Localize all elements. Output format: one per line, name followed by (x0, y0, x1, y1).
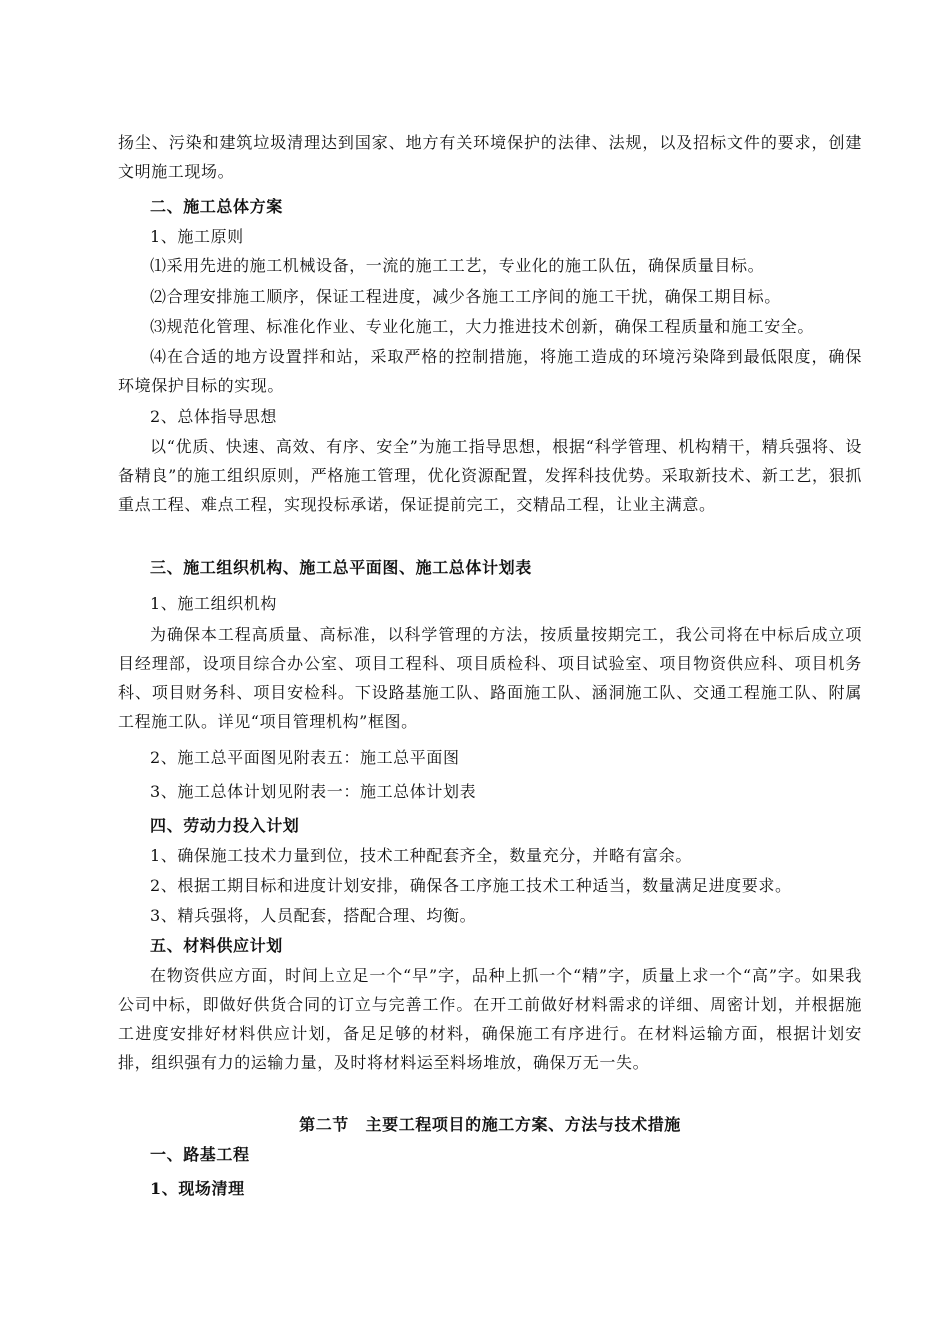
section-title: 第二节 主要工程项目的施工方案、方法与技术措施 (299, 1115, 681, 1134)
labor-item-2: 2、根据工期目标和进度计划安排，确保各工序施工技术工种适当，数量满足进度要求。 (150, 876, 792, 895)
heading-roadbed: 一、路基工程 (150, 1145, 250, 1164)
subheading-site-clearing: 1、现场清理 (150, 1179, 245, 1198)
principle-item-2: ⑵合理安排施工顺序，保证工程进度，减少各施工工序间的施工干扰，确保工期目标。 (150, 287, 781, 306)
heading-labor: 四、劳动力投入计划 (150, 816, 300, 835)
heading-construction-plan: 二、施工总体方案 (150, 197, 283, 216)
principle-item-4: ⑷在合适的地方设置拌和站，采取严格的控制措施，将施工造成的环境污染降到最低限度，确保环境保护目标的实现。 (118, 347, 862, 395)
principle-item-3: ⑶规范化管理、标准化作业、专业化施工，大力推进技术创新，确保工程质量和施工安全。 (150, 317, 815, 336)
labor-item-1: 1、确保施工技术力量到位，技术工种配套齐全，数量充分，并略有富余。 (150, 846, 692, 865)
line-schedule: 3、施工总体计划见附表一：施工总体计划表 (150, 782, 477, 801)
paragraph-environment: 扬尘、污染和建筑垃圾清理达到国家、地方有关环境保护的法律、法规，以及招标文件的要求，创建文明施工现场。 (118, 133, 862, 181)
heading-organization: 三、施工组织机构、施工总平面图、施工总体计划表 (150, 558, 532, 577)
subheading-guiding-idea: 2、总体指导思想 (150, 407, 277, 426)
labor-item-3: 3、精兵强将，人员配套，搭配合理、均衡。 (150, 906, 477, 925)
subheading-principles: 1、施工原则 (150, 227, 244, 246)
paragraph-organization: 为确保本工程高质量、高标准，以科学管理的方法，按质量按期完工，我公司将在中标后成立项目经理部，设项目综合办公室、项目工程科、项目质检科、项目试验室、项目物资供应科、项目机务科、项目财务科、项目安检科。下设路基施工队、路面施工队、涵洞施工队、交通工程施工队、附属工程施工队。详见“项目管理机构”框图。 (118, 625, 862, 731)
paragraph-guiding-idea: 以“优质、快速、高效、有序、安全”为施工指导思想，根据“科学管理、机构精干，精兵强将、设备精良”的施工组织原则，严格施工管理，优化资源配置，发挥科技优势。采取新技术、新工艺，狠抓重点工程、难点工程，实现投标承诺，保证提前完工，交精品工程，让业主满意。 (118, 437, 862, 514)
line-site-plan: 2、施工总平面图见附表五：施工总平面图 (150, 748, 460, 767)
principle-item-1: ⑴采用先进的施工机械设备，一流的施工工艺，专业化的施工队伍，确保质量目标。 (150, 256, 765, 275)
heading-materials: 五、材料供应计划 (150, 936, 283, 955)
paragraph-materials: 在物资供应方面，时间上立足一个“早”字，品种上抓一个“精”字，质量上求一个“高”字。如果我公司中标，即做好供货合同的订立与完善工作。在开工前做好材料需求的详细、周密计划，并根据施工进度安排好材料供应计划，备足足够的材料，确保施工有序进行。在材料运输方面，根据计划安排，组织强有力的运输力量，及时将材料运至料场堆放，确保万无一失。 (118, 966, 862, 1072)
subheading-organization: 1、施工组织机构 (150, 594, 277, 613)
